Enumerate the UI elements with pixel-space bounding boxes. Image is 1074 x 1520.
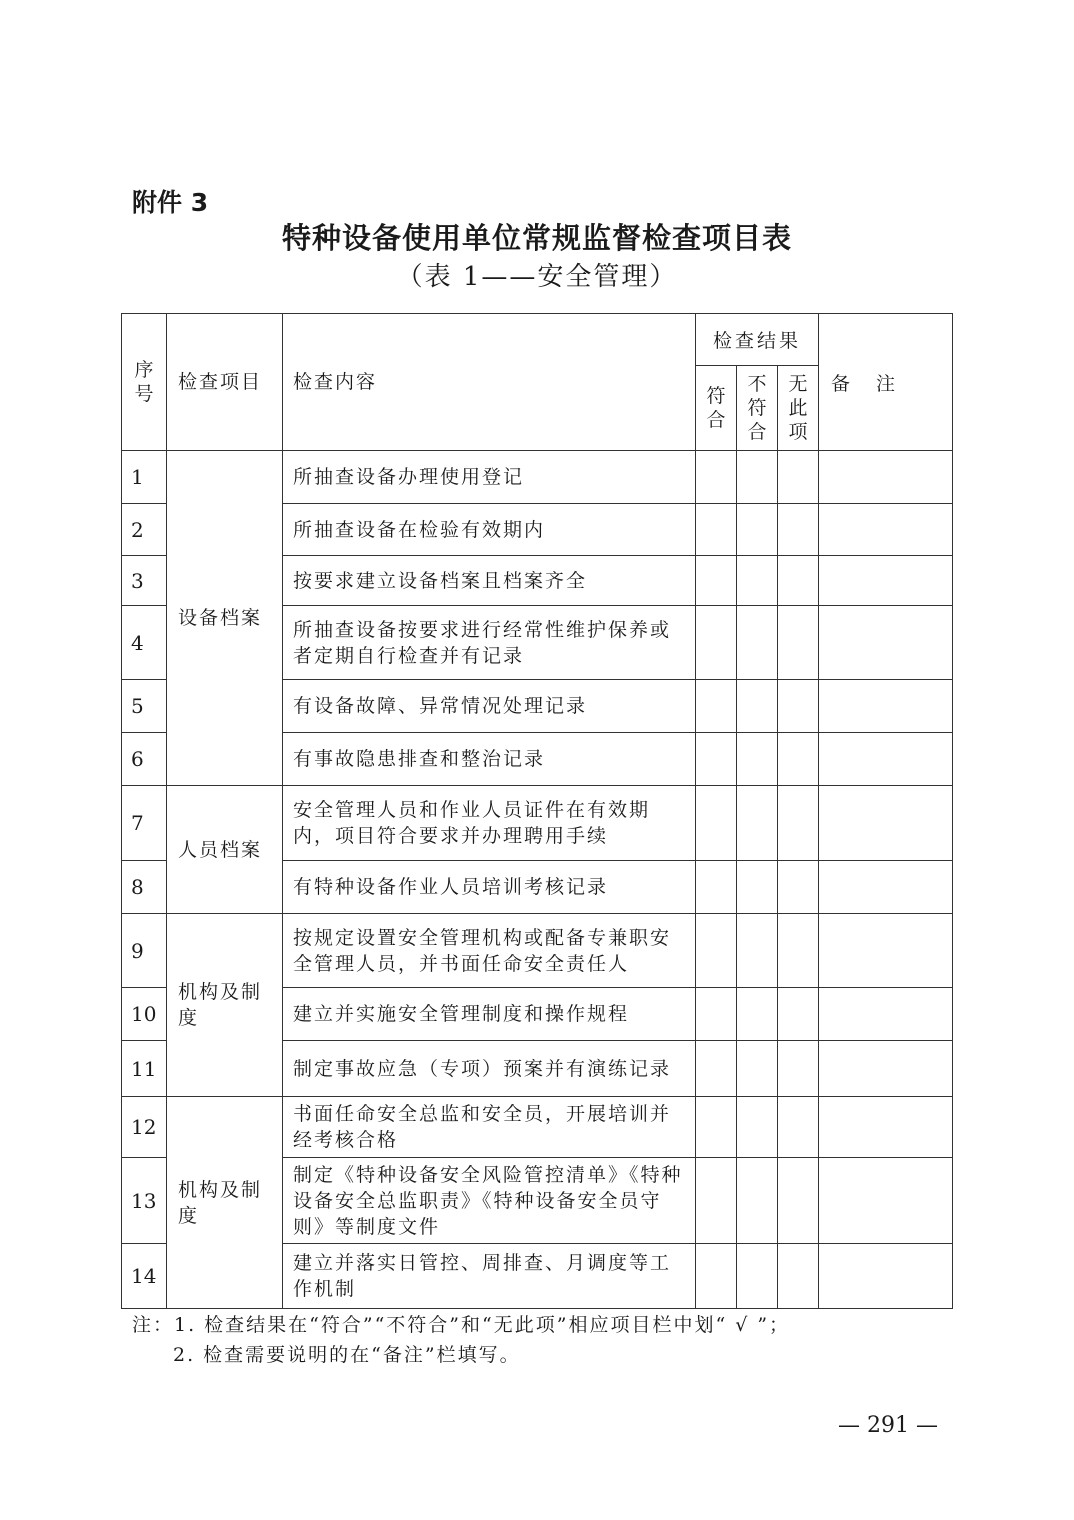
header-row <box>122 314 953 366</box>
remark-cell[interactable] <box>819 1097 953 1158</box>
row-number: 14 <box>122 1244 167 1309</box>
fail-cell[interactable] <box>737 988 778 1041</box>
footnote-2: 2. 检查需要说明的在“备注”栏填写。 <box>173 1344 521 1366</box>
row-number: 11 <box>122 1041 167 1097</box>
pass-cell[interactable] <box>696 914 737 988</box>
row-content: 书面任命安全总监和安全员，开展培训并经考核合格 <box>283 1097 696 1158</box>
na-cell[interactable] <box>778 988 819 1041</box>
row-content: 按规定设置安全管理机构或配备专兼职安全管理人员，并书面任命安全责任人 <box>283 914 696 988</box>
pass-cell[interactable] <box>696 556 737 606</box>
na-cell[interactable] <box>778 680 819 733</box>
header-result: 检查结果 <box>696 314 819 366</box>
na-cell[interactable] <box>778 556 819 606</box>
header-fail: 不 符 合 <box>737 366 778 451</box>
inspection-table <box>121 313 953 1309</box>
fail-cell[interactable] <box>737 606 778 680</box>
row-number: 10 <box>122 988 167 1041</box>
row-content: 制定事故应急（专项）预案并有演练记录 <box>283 1041 696 1097</box>
row-content: 按要求建立设备档案且档案齐全 <box>283 556 696 606</box>
group-label: 机构及制度 <box>167 914 283 1097</box>
pass-cell[interactable] <box>696 504 737 556</box>
header-seq: 序 号 <box>122 314 167 451</box>
fail-cell[interactable] <box>737 680 778 733</box>
attachment-label: 附件 3 <box>132 188 209 217</box>
table-row <box>122 1097 953 1158</box>
fail-cell[interactable] <box>737 861 778 914</box>
header-na: 无 此 项 <box>778 366 819 451</box>
remark-cell[interactable] <box>819 733 953 786</box>
pass-cell[interactable] <box>696 1158 737 1244</box>
fail-cell[interactable] <box>737 1158 778 1244</box>
row-content: 建立并实施安全管理制度和操作规程 <box>283 988 696 1041</box>
row-number: 12 <box>122 1097 167 1158</box>
pass-cell[interactable] <box>696 451 737 504</box>
header-pass: 符 合 <box>696 366 737 451</box>
row-content: 所抽查设备办理使用登记 <box>283 451 696 504</box>
row-number: 5 <box>122 680 167 733</box>
remark-cell[interactable] <box>819 988 953 1041</box>
row-number: 13 <box>122 1158 167 1244</box>
fail-cell[interactable] <box>737 1097 778 1158</box>
na-cell[interactable] <box>778 914 819 988</box>
table-row <box>122 451 953 504</box>
group-label: 设备档案 <box>167 451 283 786</box>
page-title: 特种设备使用单位常规监督检查项目表 <box>281 221 792 255</box>
pass-cell[interactable] <box>696 606 737 680</box>
pass-cell[interactable] <box>696 1097 737 1158</box>
footnotes <box>132 1310 790 1370</box>
na-cell[interactable] <box>778 786 819 861</box>
na-cell[interactable] <box>778 1097 819 1158</box>
remark-cell[interactable] <box>819 504 953 556</box>
remark-cell[interactable] <box>819 786 953 861</box>
row-content: 安全管理人员和作业人员证件在有效期内，项目符合要求并办理聘用手续 <box>283 786 696 861</box>
row-content: 有事故隐患排查和整治记录 <box>283 733 696 786</box>
fail-cell[interactable] <box>737 733 778 786</box>
row-number: 9 <box>122 914 167 988</box>
pass-cell[interactable] <box>696 733 737 786</box>
pass-cell[interactable] <box>696 1244 737 1309</box>
row-number: 7 <box>122 786 167 861</box>
na-cell[interactable] <box>778 1158 819 1244</box>
na-cell[interactable] <box>778 504 819 556</box>
pass-cell[interactable] <box>696 1041 737 1097</box>
fail-cell[interactable] <box>737 451 778 504</box>
remark-cell[interactable] <box>819 451 953 504</box>
remark-cell[interactable] <box>819 1244 953 1309</box>
remark-cell[interactable] <box>819 606 953 680</box>
fail-cell[interactable] <box>737 1041 778 1097</box>
row-content: 建立并落实日管控、周排查、月调度等工作机制 <box>283 1244 696 1309</box>
row-number: 4 <box>122 606 167 680</box>
pass-cell[interactable] <box>696 680 737 733</box>
remark-cell[interactable] <box>819 861 953 914</box>
header-remark: 备 注 <box>819 314 953 451</box>
row-number: 6 <box>122 733 167 786</box>
page-number: — 291 — <box>838 1413 938 1438</box>
fail-cell[interactable] <box>737 504 778 556</box>
row-number: 3 <box>122 556 167 606</box>
remark-cell[interactable] <box>819 680 953 733</box>
row-content: 所抽查设备在检验有效期内 <box>283 504 696 556</box>
group-label: 人员档案 <box>167 786 283 914</box>
row-number: 2 <box>122 504 167 556</box>
remark-cell[interactable] <box>819 1041 953 1097</box>
pass-cell[interactable] <box>696 786 737 861</box>
table-row <box>122 914 953 988</box>
row-number: 1 <box>122 451 167 504</box>
fail-cell[interactable] <box>737 914 778 988</box>
fail-cell[interactable] <box>737 1244 778 1309</box>
na-cell[interactable] <box>778 451 819 504</box>
row-content: 有特种设备作业人员培训考核记录 <box>283 861 696 914</box>
row-content: 所抽查设备按要求进行经常性维护保养或者定期自行检查并有记录 <box>283 606 696 680</box>
table-row <box>122 786 953 861</box>
page-subtitle: （表 1——安全管理） <box>396 262 678 292</box>
fail-cell[interactable] <box>737 786 778 861</box>
header-content: 检查内容 <box>283 314 696 451</box>
na-cell[interactable] <box>778 606 819 680</box>
na-cell[interactable] <box>778 733 819 786</box>
na-cell[interactable] <box>778 1041 819 1097</box>
row-content: 制定《特种设备安全风险管控清单》《特种设备安全总监职责》《特种设备安全员守则》等制度文件 <box>283 1158 696 1244</box>
pass-cell[interactable] <box>696 861 737 914</box>
row-number: 8 <box>122 861 167 914</box>
remark-cell[interactable] <box>819 1158 953 1244</box>
na-cell[interactable] <box>778 861 819 914</box>
pass-cell[interactable] <box>696 988 737 1041</box>
header-item: 检查项目 <box>167 314 283 451</box>
remark-cell[interactable] <box>819 556 953 606</box>
remark-cell[interactable] <box>819 914 953 988</box>
row-content: 有设备故障、异常情况处理记录 <box>283 680 696 733</box>
group-label: 机构及制度 <box>167 1097 283 1309</box>
footnote-1: 注：1. 检查结果在“符合”“不符合”和“无此项”相应项目栏中划“ √ ”； <box>132 1314 791 1336</box>
na-cell[interactable] <box>778 1244 819 1309</box>
fail-cell[interactable] <box>737 556 778 606</box>
